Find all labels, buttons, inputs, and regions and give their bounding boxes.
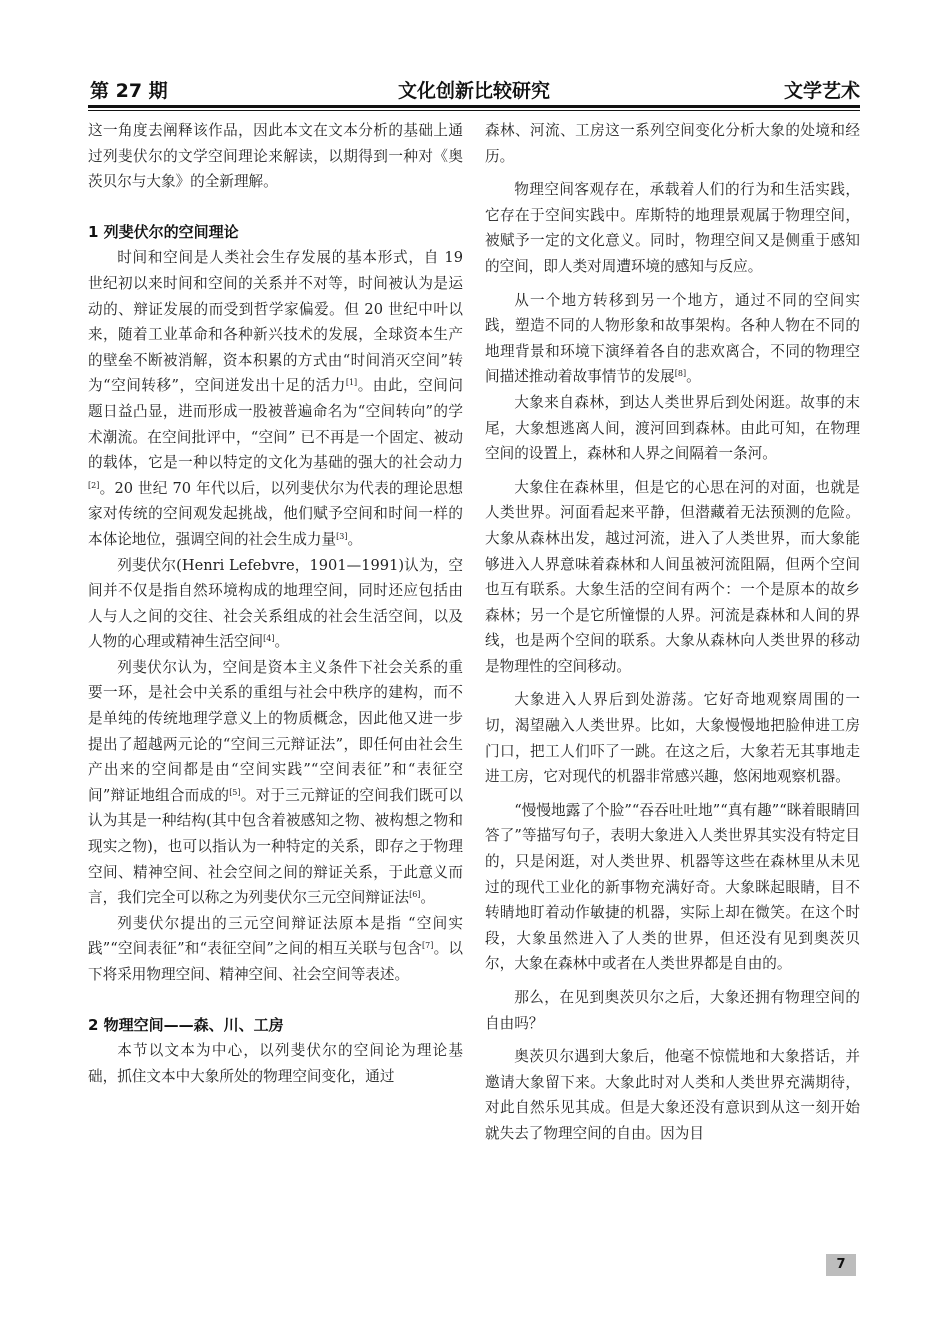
citation-2: [2]	[88, 480, 100, 490]
header-rule-thin	[88, 110, 860, 111]
citation-5: [5]	[229, 787, 241, 797]
section-1-paragraph-2: 列斐伏尔(Henri Lefebvre，1901—1991)认为，空间并不仅是指自然环境构成的地理空间，同时还应包括由人与人之间的交往、社会关系组成的社会生活空间，以及人物的心理或精神生活空间[4]。	[88, 556, 463, 651]
citation-7: [7]	[422, 941, 434, 951]
intro-paragraph: 这一角度去阐释该作品，因此本文在文本分析的基础上通过列斐伏尔的文学空间理论来解读，以期得到一种对《奥茨贝尔与大象》的全新理解。	[88, 122, 463, 191]
section-1-paragraph-4: 列斐伏尔提出的三元空间辩证法原本是指 “空间实践”“空间表征”和“表征空间”之间的相互关联与包含[7]。以下将采用物理空间、精神空间、社会空间等表述。	[88, 914, 463, 983]
citation-4: [4]	[263, 634, 275, 644]
right-paragraph-3: 大象来自森林，到达人类世界后到处闲逛。故事的末尾，大象想逃离人间，渡河回到森林。由此可知，在物理空间的设置上，森林和人界之间隔着一条河。	[485, 393, 860, 463]
citation-8: [8]	[674, 369, 687, 379]
header-rule-thick	[88, 105, 860, 108]
left-column	[88, 118, 463, 1089]
right-paragraph-8: 奥茨贝尔遇到大象后，他毫不惊慌地和大象搭话，并邀请大象留下来。大象此时对人类和人类世界充满期待，对此自然乐见其成。但是大象还没有意识到从这一刻开始就失去了物理空间的自由。因为目	[485, 1048, 860, 1142]
section-1-paragraph-3: 列斐伏尔认为，空间是资本主义条件下社会关系的重要一环，是社会中关系的重组与社会中秩序的建构，而不是单纯的传统地理学意义上的物质概念，因此他又进一步提出了超越两元论的“空间三元辩证法”，即任何由社会生产出来的空间都是由“空间实践”“空间表征”和“表征空间”辩证地组合而成的[5]。对于三元辩证的空间我们既可以认为其是一种结构(其中包含着被感知之物、被构想之物和现实之物)，也可以指认为一种特定的关系，即存之于物理空间、精神空间、社会空间之间的辩证关系，于此意义而言，我们完全可以称之为列斐伏尔三元空间辩证法[6]。	[88, 658, 463, 907]
right-paragraph-2: 从一个地方转移到另一个地方，通过不同的空间实践，塑造不同的人物形象和故事架构。各种人物在不同的地理背景和环境下演绎着各自的悲欢离合，不同的物理空间描述推动着故事情节的发展[8]。	[485, 291, 860, 386]
issue-number: 第 27 期	[90, 80, 168, 102]
right-paragraph-4: 大象住在森林里，但是它的心思在河的对面，也就是人类世界。河面看起来平静，但潜藏着无法预测的危险。大象从森林出发，越过河流，进入了人类世界，而大象能够进入人界意味着森林和人间虽被河流阻隔，但两个空间也互有联系。大象生活的空间有两个：一个是原本的故乡森林；另一个是它所憧憬的人界。河流是森林和人间的界线，也是两个空间的联系。大象从森林向人类世界的移动是物理性的空间移动。	[485, 478, 860, 675]
journal-title: 文化创新比较研究	[397, 80, 550, 102]
running-header	[88, 76, 860, 102]
section-2-paragraph-1: 本节以文本为中心，以列斐伏尔的空间论为理论基础，抓住文本中大象所处的物理空间变化，通过	[88, 1042, 463, 1085]
right-paragraph-7: 那么，在见到奥茨贝尔之后，大象还拥有物理空间的自由吗？	[485, 989, 860, 1032]
section-1-paragraph-1: 时间和空间是人类社会生存发展的基本形式，自 19 世纪初以来时间和空间的关系并不对等，时间被认为是运动的、辩证发展的而受到哲学家偏爱。但 20 世纪中叶以来，随着工业革命和各种新兴技术的发展，全球资本生产的壁垒不断被消解，资本积累的方式由“时间消灭空间”转为“空间转移”，空间迸发出十足的活力[1]。由此，空间问题日益凸显，进而形成一股被普遍命名为“空间转向”的学术潮流。在空间批评中，“空间” 已不再是一个固定、被动的载体，它是一种以特定的文化为基础的强大的社会动力[2]。20 世纪 70 年代以后，以列斐伏尔为代表的理论思想家对传统的空间观发起挑战，他们赋予空间和时间一样的本体论地位，强调空间的社会生成力量[3]。	[88, 249, 463, 548]
page-number: 7	[826, 1254, 856, 1276]
section-1-heading: 1 列斐伏尔的空间理论	[88, 222, 239, 241]
right-paragraph-1: 物理空间客观存在，承载着人们的行为和生活实践，它存在于空间实践中。库斯特的地理景观属于物理空间，被赋予一定的文化意义。同时，物理空间又是侧重于感知的空间，即人类对周遭环境的感知与反应。	[485, 181, 860, 275]
right-paragraph-5: 大象进入人界后到处游荡。它好奇地观察周围的一切，渴望融入人类世界。比如，大象慢慢地把脸伸进工房门口，把工人们吓了一跳。在这之后，大象若无其事地走进工房，它对现代的机器非常感兴趣，悠闲地观察机器。	[485, 691, 860, 786]
right-paragraph-6: “慢慢地露了个脸”“吞吞吐吐地”“真有趣”“眯着眼睛回答了”等描写句子，表明大象进入人类世界其实没有特定目的，只是闲逛，对人类世界、机器等这些在森林里从未见过的现代工业化的新事物充满好奇。大象眯起眼睛，目不转睛地盯着动作敏捷的机器，实际上却在微笑。在这个时段，大象虽然进入了人类的世界，但还没有见到奥茨贝尔，大象在森林中或者在人类世界都是自由的。	[485, 801, 860, 973]
citation-1: [1]	[345, 378, 358, 388]
citation-3: [3]	[336, 531, 348, 541]
citation-6: [6]	[409, 890, 421, 900]
section-name: 文学艺术	[783, 80, 860, 102]
right-column	[485, 118, 860, 1147]
section-2-heading: 2 物理空间——森、川、工房	[88, 1015, 284, 1034]
right-paragraph-0: 森林、河流、工房这一系列空间变化分析大象的处境和经历。	[485, 122, 860, 165]
